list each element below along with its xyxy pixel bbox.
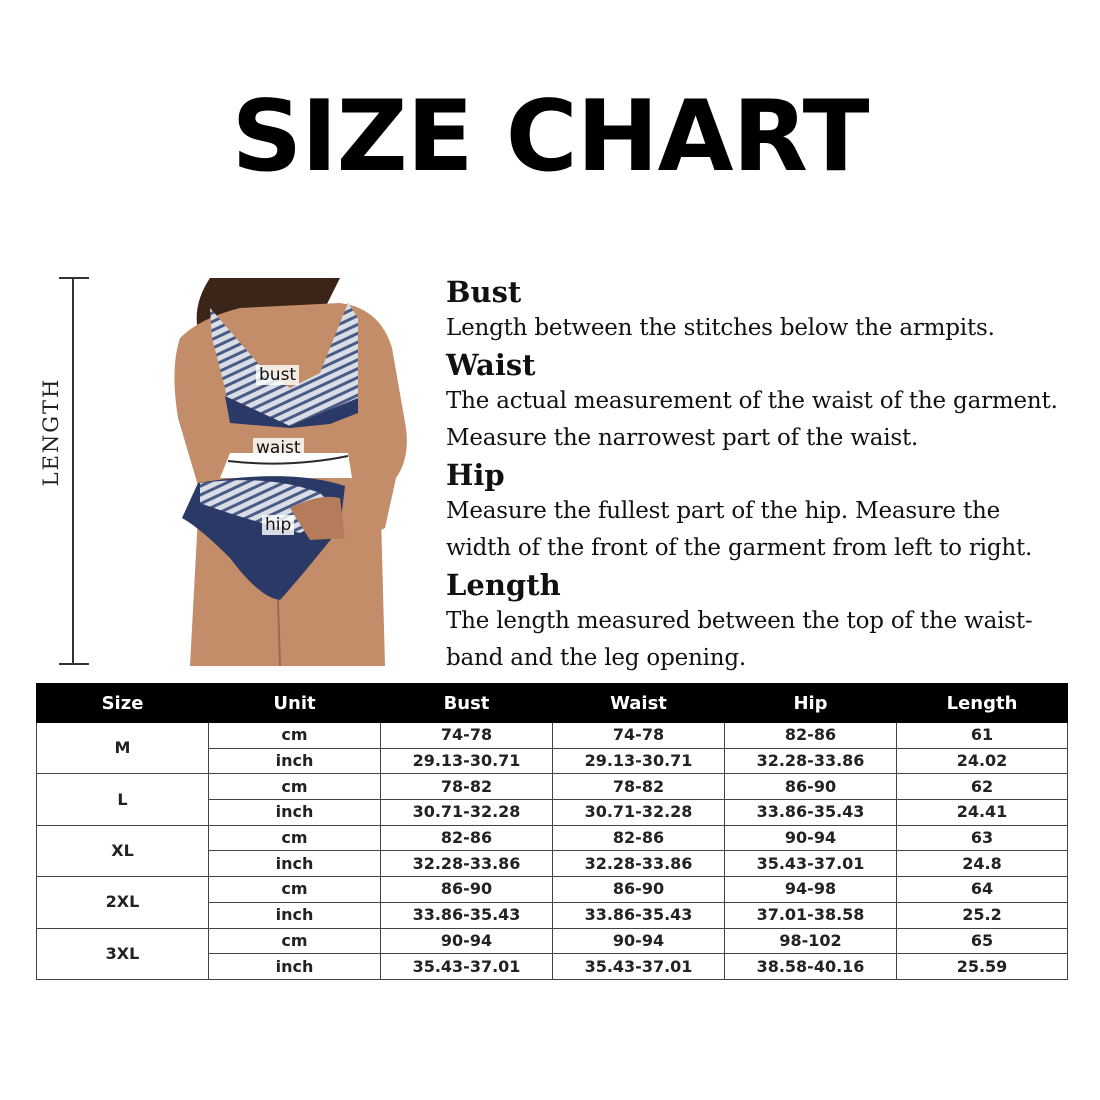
description-line: Measure the narrowest part of the waist. bbox=[446, 425, 919, 451]
bust-cell: 90-94 bbox=[381, 928, 553, 954]
length-cell: 24.8 bbox=[897, 851, 1068, 877]
header-waist: Waist bbox=[553, 684, 725, 723]
size-cell: 3XL bbox=[37, 928, 209, 979]
waist-cell: 82-86 bbox=[553, 825, 725, 851]
ruler-bottom-cap bbox=[59, 663, 89, 665]
bust-cell: 74-78 bbox=[381, 723, 553, 749]
length-cell: 24.02 bbox=[897, 748, 1068, 774]
description-heading: Waist bbox=[446, 348, 536, 382]
bust-cell: 32.28-33.86 bbox=[381, 851, 553, 877]
hip-cell: 33.86-35.43 bbox=[725, 800, 897, 826]
page-title: SIZE CHART bbox=[231, 80, 869, 194]
hip-cell: 86-90 bbox=[725, 774, 897, 800]
table-row bbox=[37, 723, 1068, 749]
bust-cell: 86-90 bbox=[381, 877, 553, 903]
unit-cell: cm bbox=[209, 928, 381, 954]
length-cell: 63 bbox=[897, 825, 1068, 851]
hip-cell: 38.58-40.16 bbox=[725, 954, 897, 980]
size-cell: L bbox=[37, 774, 209, 825]
hip-cell: 82-86 bbox=[725, 723, 897, 749]
header-bust: Bust bbox=[381, 684, 553, 723]
bust-cell: 78-82 bbox=[381, 774, 553, 800]
unit-cell: cm bbox=[209, 723, 381, 749]
length-cell: 65 bbox=[897, 928, 1068, 954]
table-row bbox=[37, 928, 1068, 954]
description-line: width of the front of the garment from left to right. bbox=[446, 535, 1033, 561]
waist-cell: 29.13-30.71 bbox=[553, 748, 725, 774]
bust-cell: 35.43-37.01 bbox=[381, 954, 553, 980]
length-cell: 64 bbox=[897, 877, 1068, 903]
hip-cell: 32.28-33.86 bbox=[725, 748, 897, 774]
unit-cell: inch bbox=[209, 748, 381, 774]
table-header-row bbox=[37, 684, 1068, 723]
header-length: Length bbox=[897, 684, 1068, 723]
ruler-top-cap bbox=[59, 277, 89, 279]
swimsuit-model-illustration bbox=[170, 278, 410, 666]
length-cell: 25.2 bbox=[897, 902, 1068, 928]
header-unit: Unit bbox=[209, 684, 381, 723]
header-hip: Hip bbox=[725, 684, 897, 723]
description-line: The length measured between the top of the waist- bbox=[446, 608, 1033, 634]
figure-label-bust: bust bbox=[256, 365, 299, 385]
table-row bbox=[37, 825, 1068, 851]
length-cell: 25.59 bbox=[897, 954, 1068, 980]
hip-cell: 94-98 bbox=[725, 877, 897, 903]
description-line: Length between the stitches below the armpits. bbox=[446, 315, 995, 341]
description-heading: Hip bbox=[446, 458, 505, 492]
description-line: band and the leg opening. bbox=[446, 645, 747, 671]
bust-cell: 33.86-35.43 bbox=[381, 902, 553, 928]
length-cell: 62 bbox=[897, 774, 1068, 800]
waist-cell: 74-78 bbox=[553, 723, 725, 749]
header-size: Size bbox=[37, 684, 209, 723]
hip-cell: 37.01-38.58 bbox=[725, 902, 897, 928]
measurement-descriptions bbox=[446, 274, 1086, 677]
bust-description bbox=[446, 274, 1086, 347]
unit-cell: inch bbox=[209, 800, 381, 826]
size-cell: M bbox=[37, 723, 209, 774]
bust-cell: 30.71-32.28 bbox=[381, 800, 553, 826]
waist-cell: 86-90 bbox=[553, 877, 725, 903]
waist-cell: 30.71-32.28 bbox=[553, 800, 725, 826]
length-description bbox=[446, 567, 1086, 677]
waist-cell: 90-94 bbox=[553, 928, 725, 954]
waist-cell: 32.28-33.86 bbox=[553, 851, 725, 877]
table-row bbox=[37, 877, 1068, 903]
waist-description bbox=[446, 347, 1086, 457]
length-cell: 61 bbox=[897, 723, 1068, 749]
length-ruler-label: LENGTH bbox=[39, 377, 63, 487]
bust-cell: 82-86 bbox=[381, 825, 553, 851]
unit-cell: cm bbox=[209, 877, 381, 903]
unit-cell: cm bbox=[209, 825, 381, 851]
waist-cell: 35.43-37.01 bbox=[553, 954, 725, 980]
figure-label-waist: waist bbox=[253, 438, 304, 458]
ruler-line bbox=[72, 278, 74, 664]
description-line: The actual measurement of the waist of the garment. bbox=[446, 388, 1058, 414]
description-line: Measure the fullest part of the hip. Measure the bbox=[446, 498, 1001, 524]
hip-description bbox=[446, 457, 1086, 567]
unit-cell: inch bbox=[209, 954, 381, 980]
waist-cell: 33.86-35.43 bbox=[553, 902, 725, 928]
description-heading: Length bbox=[446, 568, 561, 602]
description-heading: Bust bbox=[446, 275, 522, 309]
bust-cell: 29.13-30.71 bbox=[381, 748, 553, 774]
hip-cell: 98-102 bbox=[725, 928, 897, 954]
hip-cell: 35.43-37.01 bbox=[725, 851, 897, 877]
table-row bbox=[37, 774, 1068, 800]
size-cell: XL bbox=[37, 825, 209, 876]
hip-cell: 90-94 bbox=[725, 825, 897, 851]
unit-cell: cm bbox=[209, 774, 381, 800]
unit-cell: inch bbox=[209, 902, 381, 928]
model-figure bbox=[170, 278, 410, 666]
waist-cell: 78-82 bbox=[553, 774, 725, 800]
unit-cell: inch bbox=[209, 851, 381, 877]
table-body bbox=[37, 723, 1068, 980]
size-cell: 2XL bbox=[37, 877, 209, 928]
length-cell: 24.41 bbox=[897, 800, 1068, 826]
figure-label-hip: hip bbox=[262, 515, 294, 535]
size-table bbox=[36, 683, 1068, 980]
